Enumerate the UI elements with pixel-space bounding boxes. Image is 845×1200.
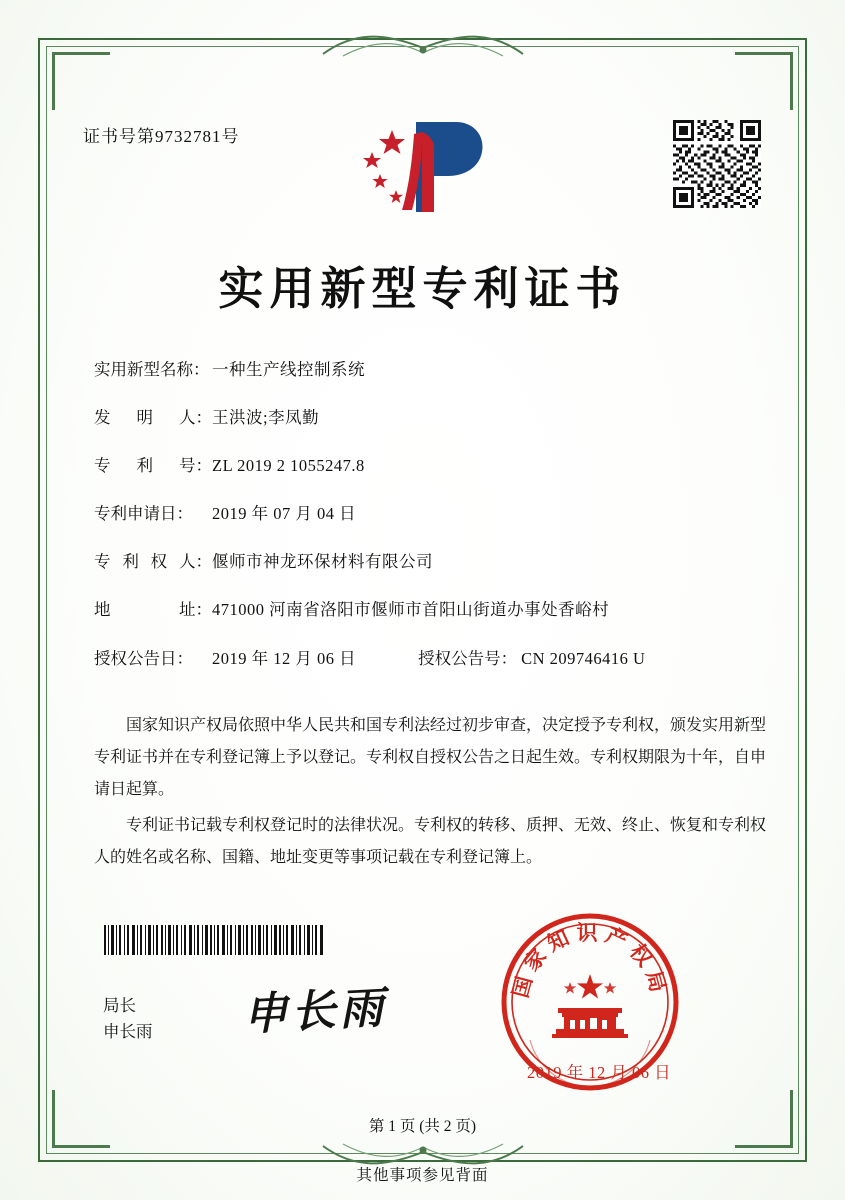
field-row-application-date	[94, 502, 754, 525]
page-number: 第 1 页 (共 2 页)	[368, 1118, 477, 1135]
top-center-ornament-icon	[313, 26, 533, 60]
barcode-icon	[103, 925, 325, 955]
qr-code-icon	[673, 120, 761, 208]
page-title: 实用新型专利证书	[218, 262, 627, 315]
field-value-utility-model-name: 一种生产线控制系统	[212, 360, 365, 379]
corner-ornament-top-right	[735, 52, 793, 110]
corner-ornament-top-left	[52, 52, 110, 110]
field-value-application-date: 2019 年 07 月 04 日	[212, 504, 357, 524]
seal-date: 2019 年 12 月 06 日	[527, 1063, 672, 1082]
field-value-inventor: 王洪波;李凤勤	[212, 408, 320, 428]
field-value-grant-number: CN 209746416 U	[521, 648, 646, 668]
field-label-inventor: 发 明 人：	[94, 408, 212, 428]
signature-name: 申长雨	[103, 1021, 153, 1041]
legal-body-text	[94, 710, 766, 878]
legal-paragraph-1: 国家知识产权局依照中华人民共和国专利法经过初步审查，决定授予专利权，颁发实用新型专利证书并在专利登记簿上予以登记。专利权自授权公告之日起生效。专利权期限为十年，自申请日起算。	[94, 717, 767, 798]
field-label-grant-date: 授权公告日：	[94, 648, 193, 668]
signature-role: 局长	[103, 996, 136, 1015]
field-row-grant-announcement	[94, 647, 754, 670]
svg-text:国家知识产权局: 国家知识产权局	[507, 920, 673, 1001]
legal-paragraph-2: 专利证书记载专利权登记时的法律状况。专利权的转移、质押、无效、终止、恢复和专利权人的姓名或名称、国籍、地址变更等事项记载在专利登记簿上。	[94, 817, 767, 866]
handwritten-signature: 申长雨	[241, 982, 389, 1041]
patent-detail-fields	[94, 358, 754, 695]
field-label-grant-number: 授权公告号：	[418, 648, 518, 668]
field-value-address: 471000 河南省洛阳市偃师市首阳山街道办事处香峪村	[212, 600, 610, 620]
field-value-patent-number: ZL 2019 2 1055247.8	[212, 456, 365, 476]
field-row-patent-number	[94, 454, 754, 477]
field-row-address	[94, 598, 754, 621]
field-value-grant-date: 2019 年 12 月 06 日	[212, 648, 357, 668]
field-label-utility-model-name: 实用新型名称：	[94, 360, 210, 379]
field-label-patent-number: 专 利 号：	[94, 456, 212, 476]
footer-note: 其他事项参见背面	[356, 1167, 489, 1184]
field-row-patentee	[94, 550, 754, 573]
field-label-address: 地 址：	[94, 600, 212, 620]
field-label-application-date: 专利申请日：	[94, 504, 193, 524]
certificate-number: 证书号第9732781号	[83, 127, 240, 146]
cnipa-logo-icon	[352, 112, 502, 220]
field-label-patentee: 专 利 权 人：	[94, 552, 212, 572]
field-row-inventor	[94, 406, 754, 429]
field-value-patentee: 偃师市神龙环保材料有限公司	[212, 552, 433, 572]
field-row-utility-model-name	[94, 358, 754, 381]
signature-block	[103, 993, 153, 1044]
